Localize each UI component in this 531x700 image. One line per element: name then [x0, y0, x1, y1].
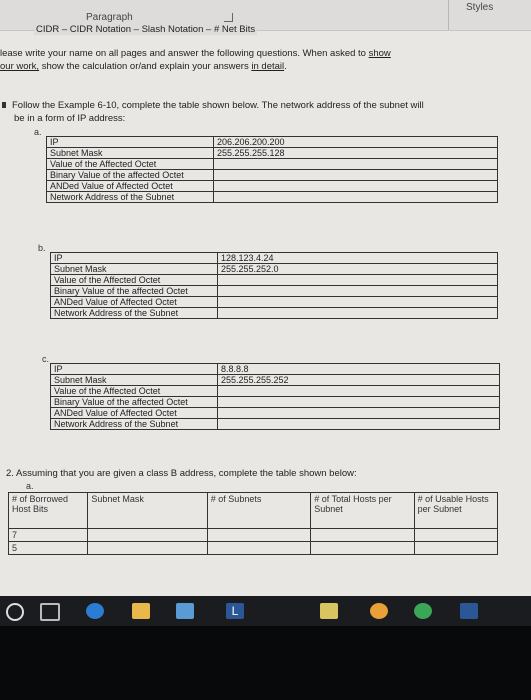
- table-cell[interactable]: 128.123.4.24: [218, 253, 498, 264]
- table-cell[interactable]: Binary Value of the affected Octet: [47, 170, 214, 181]
- table-row: [47, 159, 498, 170]
- table-cell[interactable]: [218, 308, 498, 319]
- store-icon[interactable]: [176, 603, 194, 619]
- table-cell[interactable]: IP: [47, 137, 214, 148]
- table-cell[interactable]: [218, 297, 498, 308]
- instructions-text: show the calculation or/and explain your answers: [39, 61, 252, 72]
- table-cell[interactable]: Network Address of the Subnet: [51, 308, 218, 319]
- table-cell[interactable]: [214, 192, 498, 203]
- table-b-letter: b.: [38, 243, 46, 253]
- table-cell[interactable]: ANDed Value of Affected Octet: [51, 297, 218, 308]
- table-cell[interactable]: Value of the Affected Octet: [47, 159, 214, 170]
- instructions-underlined: in detail: [251, 61, 285, 72]
- table-row: [47, 137, 498, 148]
- table-row: [51, 375, 500, 386]
- table-a[interactable]: [46, 136, 498, 203]
- instructions-underlined: show: [368, 48, 391, 59]
- table-cell[interactable]: Network Address of the Subnet: [51, 419, 218, 430]
- styles-group-label: Styles: [466, 2, 494, 13]
- taskbar: [0, 596, 531, 626]
- table-row: [47, 148, 498, 159]
- table-row: [47, 181, 498, 192]
- table-b[interactable]: [50, 252, 498, 319]
- table-cell[interactable]: [214, 181, 498, 192]
- table-cell[interactable]: [218, 397, 500, 408]
- table-cell[interactable]: [207, 542, 310, 555]
- word-icon[interactable]: L: [226, 603, 244, 619]
- table-cell[interactable]: 255.255.255.252: [218, 375, 500, 386]
- table-cell[interactable]: 255.255.255.128: [214, 148, 498, 159]
- table-cell[interactable]: 8.8.8.8: [218, 364, 500, 375]
- table-cell[interactable]: [218, 419, 500, 430]
- table-row: [51, 397, 500, 408]
- table-row: [9, 542, 498, 555]
- table-cell[interactable]: Value of the Affected Octet: [51, 386, 218, 397]
- table-row: [47, 170, 498, 181]
- table-cell[interactable]: Binary Value of the affected Octet: [51, 397, 218, 408]
- instructions-line-1: [0, 48, 391, 59]
- start-icon[interactable]: [6, 603, 24, 621]
- column-header: Subnet Mask: [88, 493, 207, 529]
- teams-icon[interactable]: [414, 603, 432, 619]
- paragraph-group-label: Paragraph: [86, 12, 133, 23]
- table-cell[interactable]: [311, 529, 414, 542]
- monitor-bezel: [0, 626, 531, 700]
- task-view-icon[interactable]: [40, 603, 60, 621]
- table-cell[interactable]: [414, 542, 497, 555]
- table-cell[interactable]: [207, 529, 310, 542]
- table-cell[interactable]: IP: [51, 253, 218, 264]
- instructions-line-2: [0, 61, 287, 72]
- table-cell[interactable]: [214, 170, 498, 181]
- table-row: [51, 408, 500, 419]
- table-cell[interactable]: 7: [9, 529, 88, 542]
- table-q2[interactable]: [8, 492, 498, 555]
- question-2-line: 2. Assuming that you are given a class B address, complete the table shown below:: [6, 468, 357, 479]
- instructions-underlined: our work,: [0, 61, 40, 72]
- whatsapp-icon[interactable]: [370, 603, 388, 619]
- ribbon-divider: [448, 0, 449, 30]
- header-line: CIDR – CIDR Notation – Slash Notation – # Net Bits: [36, 24, 256, 35]
- column-header: # of Total Hosts per Subnet: [311, 493, 414, 529]
- table-header-row: [9, 493, 498, 529]
- table-cell[interactable]: ANDed Value of Affected Octet: [51, 408, 218, 419]
- question-1-text: Follow the Example 6-10, complete the table shown below. The network address of the subnet will: [12, 100, 424, 111]
- question-2-letter: a.: [26, 481, 34, 491]
- table-cell[interactable]: Value of the Affected Octet: [51, 275, 218, 286]
- table-cell[interactable]: Subnet Mask: [47, 148, 214, 159]
- table-cell[interactable]: ANDed Value of Affected Octet: [47, 181, 214, 192]
- table-cell[interactable]: [218, 386, 500, 397]
- table-cell[interactable]: [214, 159, 498, 170]
- table-cell[interactable]: Subnet Mask: [51, 375, 218, 386]
- list-marker-icon: [2, 102, 6, 108]
- table-cell[interactable]: [218, 286, 498, 297]
- table-row: [51, 264, 498, 275]
- table-cell[interactable]: 206.206.200.200: [214, 137, 498, 148]
- table-row: [47, 192, 498, 203]
- table-cell[interactable]: Subnet Mask: [51, 264, 218, 275]
- column-header: # of Subnets: [207, 493, 310, 529]
- edge-icon[interactable]: [86, 603, 104, 619]
- table-cell[interactable]: Network Address of the Subnet: [47, 192, 214, 203]
- table-row: [51, 297, 498, 308]
- table-cell[interactable]: 255.255.252.0: [218, 264, 498, 275]
- table-row: [51, 386, 500, 397]
- question-1-line-2: be in a form of IP address:: [14, 113, 126, 124]
- table-cell[interactable]: [218, 275, 498, 286]
- file-explorer-icon[interactable]: [132, 603, 150, 619]
- column-header: # of Borrowed Host Bits: [9, 493, 88, 529]
- table-cell[interactable]: [414, 529, 497, 542]
- table-cell[interactable]: [88, 542, 207, 555]
- table-row: [51, 286, 498, 297]
- table-a-letter: a.: [34, 127, 42, 137]
- table-row: [51, 275, 498, 286]
- document-page[interactable]: [0, 24, 531, 596]
- question-1-line-1: [2, 100, 424, 111]
- instructions-text: lease write your name on all pages and answer the following questions. When asked to: [0, 48, 369, 59]
- table-row: [51, 308, 498, 319]
- table-row: [51, 253, 498, 264]
- table-row: [9, 529, 498, 542]
- table-cell[interactable]: Binary Value of the affected Octet: [51, 286, 218, 297]
- table-row: [51, 364, 500, 375]
- instructions-text: .: [284, 61, 287, 72]
- column-header: # of Usable Hosts per Subnet: [414, 493, 497, 529]
- table-cell[interactable]: [218, 408, 500, 419]
- table-row: [51, 419, 500, 430]
- dialog-launcher-icon[interactable]: [224, 13, 233, 22]
- chrome-icon[interactable]: [320, 603, 338, 619]
- table-cell[interactable]: [311, 542, 414, 555]
- table-c-letter: c.: [42, 354, 50, 364]
- taskbar-app-icon[interactable]: [460, 603, 478, 619]
- table-cell[interactable]: [88, 529, 207, 542]
- table-c[interactable]: [50, 363, 500, 430]
- table-cell[interactable]: IP: [51, 364, 218, 375]
- table-cell[interactable]: 5: [9, 542, 88, 555]
